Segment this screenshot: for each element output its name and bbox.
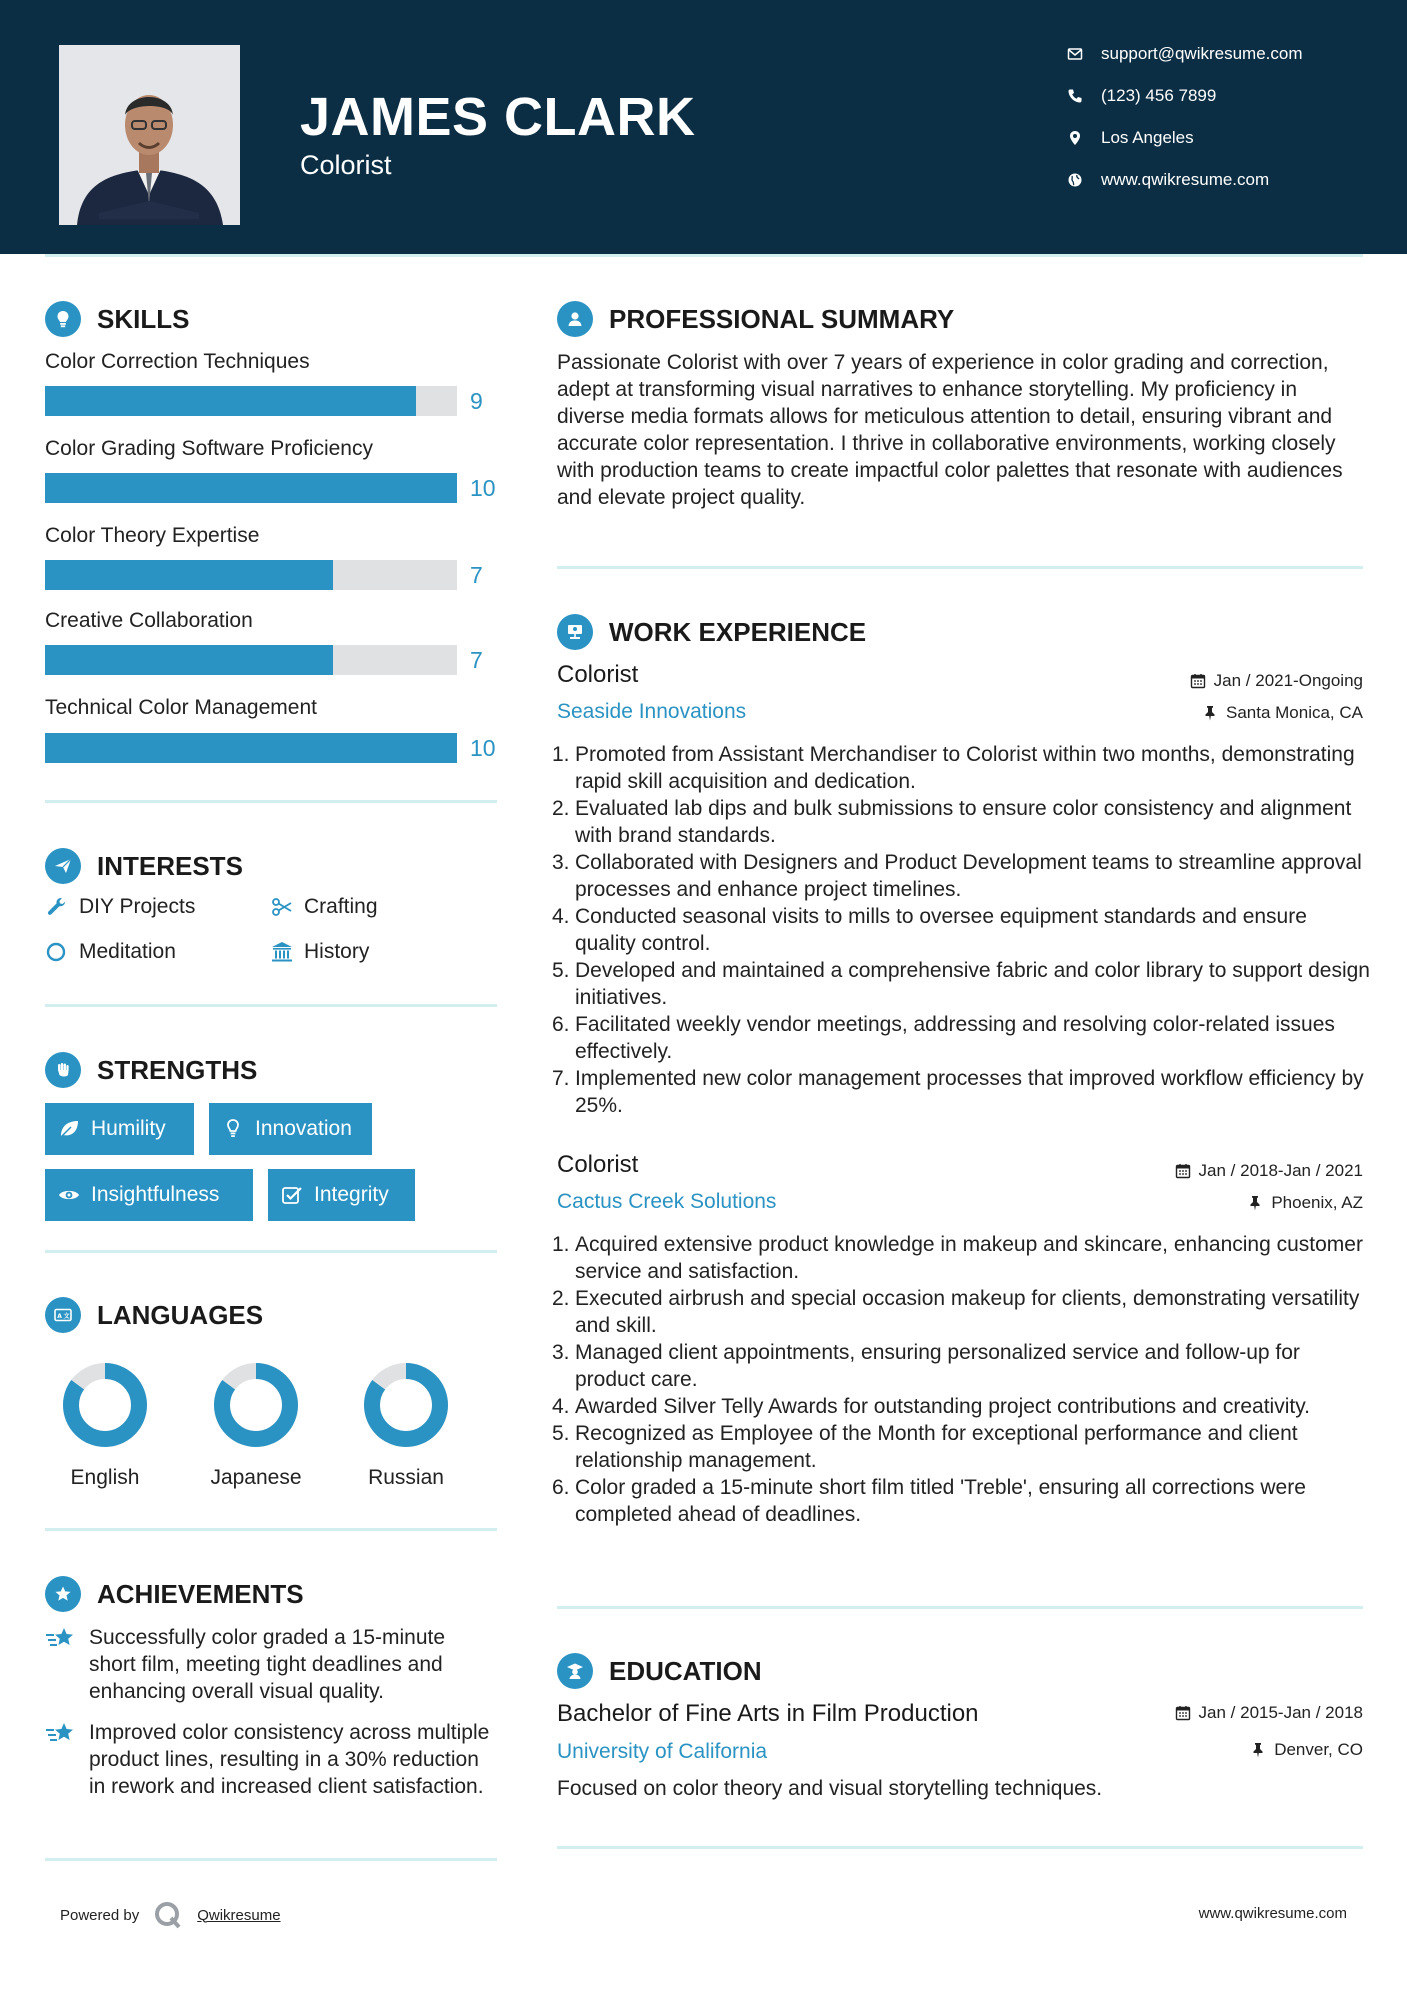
shooting-star-icon [45, 1719, 77, 1800]
job-bullet-text: Color graded a 15-minute short film titled 'Treble', ensuring all corrections were completed ahead of deadlines. [575, 1476, 1306, 1526]
summary-heading [557, 301, 954, 337]
strength-label: Innovation [255, 1117, 352, 1140]
interests-heading [45, 848, 243, 884]
pushpin-icon [1202, 705, 1218, 721]
education-location-text: Denver, CO [1274, 1740, 1363, 1759]
resume-header [0, 0, 1407, 254]
skill-bar [45, 473, 457, 503]
job-bullet-text: Acquired extensive product knowledge in makeup and skincare, enhancing customer service and satisfaction. [575, 1233, 1363, 1283]
language-icon [45, 1297, 81, 1333]
interest-label: Meditation [79, 940, 176, 963]
pushpin-icon [1250, 1742, 1266, 1758]
circle-icon [45, 940, 69, 964]
contact-email-text: support@qwikresume.com [1101, 44, 1303, 63]
section-divider [45, 1250, 497, 1253]
experience-title: WORK EXPERIENCE [609, 616, 867, 647]
star-badge-icon [45, 1576, 81, 1612]
section-divider [45, 1004, 497, 1007]
skill-value: 7 [470, 647, 483, 673]
contact-phone-text: (123) 456 7899 [1101, 86, 1217, 105]
job-bullet: 5. Recognized as Employee of the Month for exceptional performance and client relationship management. [552, 1422, 1298, 1472]
interests-title: INTERESTS [97, 850, 243, 881]
contact-website[interactable] [1065, 165, 1395, 195]
job-bullets [552, 741, 1372, 1119]
skill-label: Creative Collaboration [45, 609, 253, 632]
skill-label: Color Grading Software Proficiency [45, 437, 373, 460]
achievement-item [45, 1719, 495, 1800]
education-dates-text: Jan / 2015-Jan / 2018 [1198, 1703, 1363, 1722]
skill-bar-fill [45, 386, 416, 416]
candidate-role: Colorist [300, 150, 392, 180]
footer-brand-link[interactable]: Qwikresume [197, 1906, 281, 1924]
section-divider [45, 1858, 497, 1861]
job-title: Colorist [557, 661, 639, 688]
eye-icon [57, 1183, 81, 1207]
skill-bar-fill [45, 733, 457, 763]
section-divider [45, 800, 497, 803]
achievements-heading [45, 1576, 304, 1612]
strength-chip [268, 1169, 415, 1221]
job-bullet-text: Recognized as Employee of the Month for exceptional performance and client relationship management. [575, 1422, 1298, 1472]
skill-value: 7 [470, 562, 483, 588]
skills-title: SKILLS [97, 303, 190, 334]
qwikresume-logo-icon [153, 1900, 183, 1930]
strength-label: Integrity [314, 1183, 389, 1206]
job-bullet: 6. Color graded a 15-minute short film titled 'Treble', ensuring all corrections were completed ahead of deadlines. [552, 1476, 1306, 1526]
experience-heading [557, 614, 866, 650]
skill-bar [45, 560, 457, 590]
job-bullets [552, 1231, 1372, 1528]
job-bullet-text: Facilitated weekly vendor meetings, addressing and resolving color-related issues effectively. [575, 1013, 1335, 1063]
job-bullet-text: Awarded Silver Telly Awards for outstanding project contributions and creativity. [575, 1395, 1310, 1418]
strength-label: Humility [91, 1117, 166, 1140]
job-bullet: 1. Acquired extensive product knowledge in makeup and skincare, enhancing customer service and satisfaction. [552, 1233, 1363, 1283]
job-bullet-text: Evaluated lab dips and bulk submissions to ensure color consistency and alignment with brand standards. [575, 797, 1352, 847]
education-dates [1175, 1703, 1363, 1723]
job-bullet: 2. Executed airbrush and special occasion makeup for clients, demonstrating versatility and skill. [552, 1287, 1360, 1337]
strength-chip [45, 1169, 253, 1221]
education-school: University of California [557, 1740, 768, 1763]
phone-icon [1065, 86, 1085, 106]
paper-plane-icon [45, 848, 81, 884]
job-company: Seaside Innovations [557, 700, 747, 723]
contact-location-text: Los Angeles [1101, 128, 1194, 147]
graduate-icon [557, 1653, 593, 1689]
powered-by-text: Powered by [60, 1906, 140, 1924]
job-bullet: 6. Facilitated weekly vendor meetings, addressing and resolving color-related issues effectively. [552, 1013, 1335, 1063]
summary-text: Passionate Colorist with over 7 years of experience in color grading and correction, adept at transforming visual narratives to enhance storytelling. My proficiency in diverse media formats allows for meticulous attention to detail, ensuring vibrant and accurate color representation. I thrive in collaborative environments, working closely with production teams to create impactful color palettes that resonate with audiences and elevate project quality. [557, 351, 1343, 509]
footer-website[interactable]: www.qwikresume.com [1198, 1905, 1347, 1922]
job-location-text: Phoenix, AZ [1271, 1193, 1363, 1212]
skill-label: Technical Color Management [45, 696, 317, 719]
skill-value: 10 [470, 475, 496, 501]
envelope-icon [1065, 44, 1085, 64]
contact-email[interactable] [1065, 39, 1395, 69]
job-bullet-text: Conducted seasonal visits to mills to oversee equipment standards and ensure quality control. [575, 905, 1307, 955]
job-bullet: 1. Promoted from Assistant Merchandiser to Colorist within two months, demonstrating rapid skill acquisition and dedication. [552, 743, 1355, 793]
raised-fist-icon [45, 1052, 81, 1088]
presenter-icon [557, 614, 593, 650]
job-bullet-text: Executed airbrush and special occasion makeup for clients, demonstrating versatility and skill. [575, 1287, 1360, 1337]
job-bullet-text: Implemented new color management processes that improved workflow efficiency by 25%. [575, 1067, 1364, 1117]
strength-chip [45, 1103, 194, 1155]
skill-bar-fill [45, 645, 333, 675]
strengths-title: STRENGTHS [97, 1054, 258, 1085]
skill-bar [45, 386, 457, 416]
leaf-icon [57, 1117, 81, 1141]
interest-label: History [304, 940, 370, 963]
profile-photo [59, 45, 240, 225]
education-title: EDUCATION [609, 1655, 762, 1686]
job-dates [1190, 671, 1363, 691]
contact-location [1065, 123, 1395, 153]
interest-label: Crafting [304, 895, 378, 918]
interest-item [270, 895, 378, 919]
pushpin-icon [1247, 1195, 1263, 1211]
education-description: Focused on color theory and visual storytelling techniques. [557, 1777, 1103, 1800]
job-bullet: 7. Implemented new color management processes that improved workflow efficiency by 25%. [552, 1067, 1364, 1117]
interest-item [45, 940, 176, 964]
achievements-title: ACHIEVEMENTS [97, 1578, 304, 1609]
strengths-heading [45, 1052, 257, 1088]
job-bullet: 2. Evaluated lab dips and bulk submissions to ensure color consistency and alignment with brand standards. [552, 797, 1352, 847]
scissors-icon [270, 895, 294, 919]
candidate-name: JAMES CLARK [300, 87, 696, 147]
skill-label: Color Correction Techniques [45, 350, 310, 373]
languages-title: LANGUAGES [97, 1299, 264, 1330]
calendar-icon [1175, 1705, 1191, 1721]
achievement-text: Successfully color graded a 15-minute short film, meeting tight deadlines and enhancing overall visual quality. [89, 1626, 446, 1703]
job-bullet: 3. Collaborated with Designers and Product Development teams to streamline approval processes and enhance project timelines. [552, 851, 1362, 901]
shooting-star-icon [45, 1624, 77, 1705]
job-bullet: 4. Awarded Silver Telly Awards for outstanding project contributions and creativity. [552, 1395, 1310, 1418]
interest-label: DIY Projects [79, 895, 196, 918]
skill-value: 9 [470, 388, 483, 414]
language-label: Japanese [210, 1466, 302, 1489]
education-degree: Bachelor of Fine Arts in Film Production [557, 1700, 979, 1727]
job-dates-text: Jan / 2018-Jan / 2021 [1198, 1161, 1363, 1180]
footer-powered-by [60, 1900, 281, 1930]
job-location [1247, 1193, 1363, 1213]
section-divider [557, 566, 1363, 569]
wrench-icon [45, 895, 69, 919]
strength-chip [209, 1103, 372, 1155]
contact-website-text: www.qwikresume.com [1101, 170, 1270, 189]
job-bullet-text: Managed client appointments, ensuring personalized service and follow-up for product care. [575, 1341, 1300, 1391]
education-location [1250, 1740, 1363, 1760]
globe-icon [1065, 170, 1085, 190]
skill-bar-fill [45, 473, 457, 503]
skill-bar [45, 733, 457, 763]
language-ring-english [62, 1362, 148, 1448]
calendar-icon [1190, 673, 1206, 689]
lightbulb-icon [221, 1117, 245, 1141]
language-ring-russian [363, 1362, 449, 1448]
museum-icon [270, 940, 294, 964]
job-company: Cactus Creek Solutions [557, 1190, 777, 1213]
job-dates [1175, 1161, 1363, 1181]
svg-text:A: A [57, 1312, 62, 1320]
skill-bar [45, 645, 457, 675]
job-title: Colorist [557, 1151, 639, 1178]
job-bullet-text: Developed and maintained a comprehensive fabric and color library to support design initiatives. [575, 959, 1370, 1009]
header-divider [45, 254, 1363, 257]
language-label: English [70, 1466, 140, 1489]
summary-title: PROFESSIONAL SUMMARY [609, 303, 955, 334]
job-bullet: 5. Developed and maintained a comprehensive fabric and color library to support design initiatives. [552, 959, 1370, 1009]
job-location-text: Santa Monica, CA [1225, 703, 1363, 722]
skill-bar-fill [45, 560, 333, 590]
achievement-text: Improved color consistency across multiple product lines, resulting in a 30% reduction in rework and increased client satisfaction. [89, 1721, 490, 1798]
education-heading [557, 1653, 762, 1689]
job-location [1202, 703, 1363, 723]
contact-phone[interactable] [1065, 81, 1395, 111]
job-bullet: 3. Managed client appointments, ensuring personalized service and follow-up for product care. [552, 1341, 1300, 1391]
language-ring-japanese [213, 1362, 299, 1448]
job-bullet: 4. Conducted seasonal visits to mills to oversee equipment standards and ensure quality control. [552, 905, 1307, 955]
job-dates-text: Jan / 2021-Ongoing [1213, 671, 1363, 690]
interest-item [270, 940, 369, 964]
job-bullet-text: Collaborated with Designers and Product Development teams to streamline approval processes and enhance project timelines. [575, 851, 1362, 901]
lightbulb-icon [45, 301, 81, 337]
calendar-icon [1175, 1163, 1191, 1179]
skills-heading [45, 301, 189, 337]
skill-label: Color Theory Expertise [45, 524, 260, 547]
interest-item [45, 895, 195, 919]
section-divider [45, 1528, 497, 1531]
languages-heading [45, 1297, 263, 1333]
strength-label: Insightfulness [91, 1183, 220, 1206]
language-label: Russian [368, 1466, 444, 1489]
section-divider [557, 1846, 1363, 1849]
map-pin-icon [1065, 128, 1085, 148]
job-bullet-text: Promoted from Assistant Merchandiser to Colorist within two months, demonstrating rapid skill acquisition and dedication. [575, 743, 1355, 793]
skill-value: 10 [470, 735, 496, 761]
user-icon [557, 301, 593, 337]
svg-text:文: 文 [63, 1312, 70, 1320]
achievement-item [45, 1624, 495, 1705]
checkbox-icon [280, 1183, 304, 1207]
section-divider [557, 1606, 1363, 1609]
